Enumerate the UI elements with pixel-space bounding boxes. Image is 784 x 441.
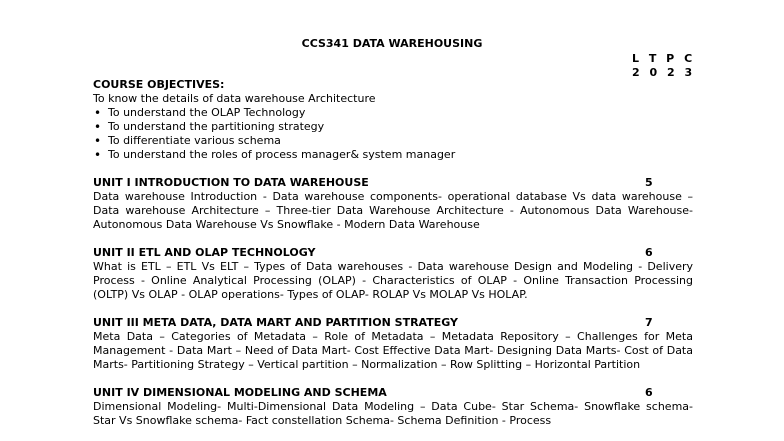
unit-header — [93, 176, 693, 190]
unit-title: UNIT II ETL AND OLAP TECHNOLOGY — [93, 246, 316, 259]
unit-header — [93, 386, 693, 400]
syllabus-content — [93, 78, 693, 428]
unit-section — [93, 246, 693, 302]
unit-title: UNIT I INTRODUCTION TO DATA WAREHOUSE — [93, 176, 369, 189]
unit-title: UNIT III META DATA, DATA MART AND PARTITION STRATEGY — [93, 316, 458, 329]
unit-hours: 5 — [645, 176, 653, 189]
unit-description: What is ETL – ETL Vs ELT – Types of Data warehouses - Data warehouse Design and Modeling - Delivery Process - Online Analytical Processing (OLAP) - Characteristics of OLAP - Online Transaction Processing (OLTP) Vs OLAP - OLAP operations- Types of OLAP- ROLAP Vs MOLAP Vs HOLAP. — [93, 260, 693, 301]
objective-item: • To understand the partitioning strategy — [93, 120, 693, 134]
objectives-intro: To know the details of data warehouse Architecture — [93, 92, 376, 105]
objectives-heading: COURSE OBJECTIVES: — [93, 78, 225, 91]
objective-item: • To understand the OLAP Technology — [93, 106, 693, 120]
ltpc-block — [632, 52, 696, 80]
ltpc-label: L T P C — [632, 52, 696, 65]
unit-hours: 6 — [645, 386, 653, 399]
unit-hours: 6 — [645, 246, 653, 259]
objective-item: • To differentiate various schema — [93, 134, 693, 148]
unit-header — [93, 316, 693, 330]
unit-section — [93, 176, 693, 232]
unit-hours: 7 — [645, 316, 653, 329]
unit-description: Meta Data – Categories of Metadata – Role of Metadata – Metadata Repository – Challenges for Meta Management - Data Mart – Need of Data Mart- Cost Effective Data Mart- Designing Data Marts- Cost of Data Marts- Partitioning Strategy – Vertical partition – Normalization – Row Splitting – Horizontal Partition — [93, 330, 693, 371]
unit-title: UNIT IV DIMENSIONAL MODELING AND SCHEMA — [93, 386, 387, 399]
unit-description: Dimensional Modeling- Multi-Dimensional Data Modeling – Data Cube- Star Schema- Snowflake schema- Star Vs Snowflake schema- Fact constellation Schema- Schema Definition - Process — [93, 400, 693, 427]
objective-item: • To understand the roles of process manager& system manager — [93, 148, 693, 162]
unit-section — [93, 386, 693, 428]
unit-header — [93, 246, 693, 260]
ltpc-values: 2 0 2 3 — [632, 66, 696, 79]
objectives-list — [93, 106, 693, 162]
course-title: CCS341 DATA WAREHOUSING — [301, 37, 483, 50]
unit-description: Data warehouse Introduction - Data warehouse components- operational database Vs data warehouse – Data warehouse Architecture – Three-tier Data Warehouse Architecture - Autonomous Data Warehouse- Autonomous Data Warehouse Vs Snowflake - Modern Data Warehouse — [93, 190, 693, 231]
unit-section — [93, 316, 693, 372]
